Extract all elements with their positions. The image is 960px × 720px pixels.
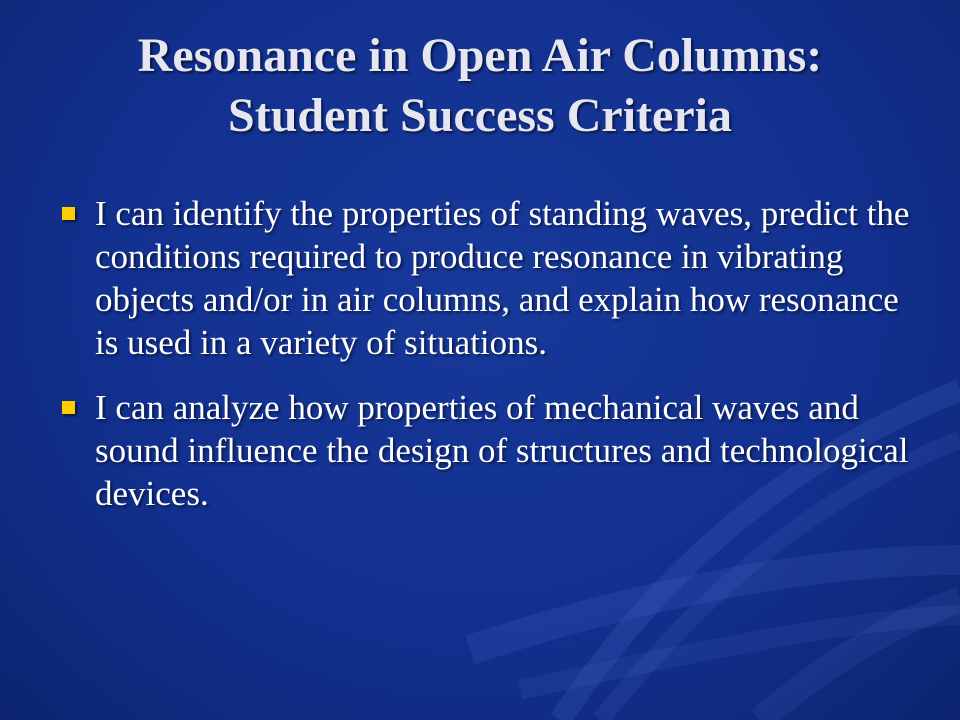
bullet-text: I can identify the properties of standing waves, predict the conditions required to produce resonance in vibrating objects and/or in air columns, and explain how resonance is used in a variety of situations. [95, 194, 910, 362]
square-bullet-icon [62, 207, 75, 220]
slide-title [40, 26, 920, 146]
bullet-item-standing-waves [60, 192, 920, 364]
square-bullet-icon [62, 401, 75, 414]
bullet-list [60, 192, 920, 537]
title-line-2: Student Success Criteria [228, 89, 732, 142]
bullet-text: I can analyze how properties of mechanical waves and sound influence the design of structures and technological devices. [95, 388, 909, 513]
title-line-1: Resonance in Open Air Columns: [137, 29, 823, 82]
bullet-item-mechanical-waves [60, 386, 920, 515]
